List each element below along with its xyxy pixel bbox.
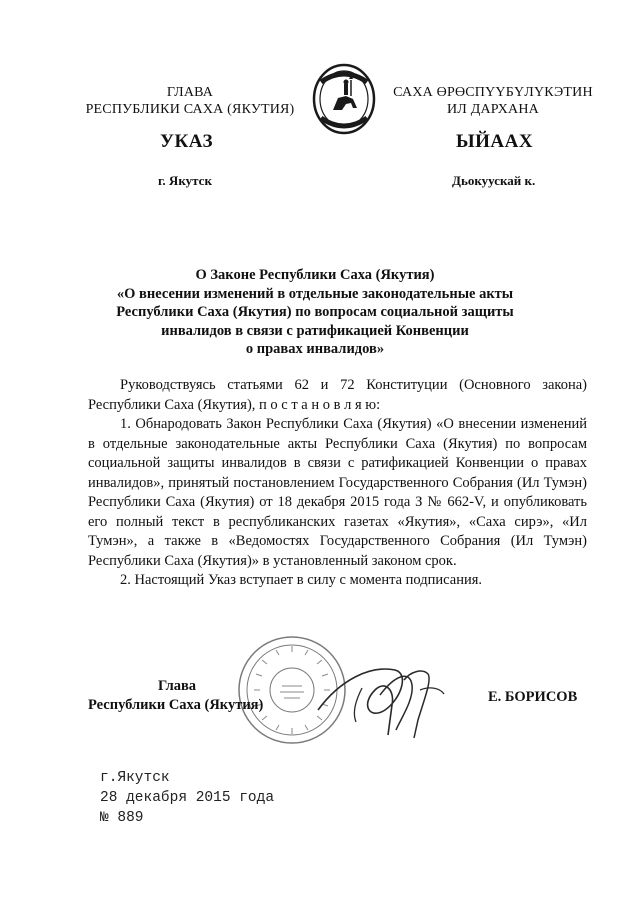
document-body [88, 376, 587, 591]
handwritten-signature [300, 650, 450, 745]
item-2-paragraph: 2. Настоящий Указ вступает в силу с момента подписания. [120, 572, 483, 588]
title-line: Республики Саха (Якутия) по вопросам социальной защиты [116, 304, 514, 320]
doc-type-right: ЫЙААХ [456, 131, 534, 152]
footer-city: г.Якутск [100, 770, 170, 786]
document-title [80, 266, 550, 359]
signature-position-line1: Глава [158, 678, 197, 694]
header-left-line1: ГЛАВА [166, 85, 214, 100]
title-line: инвалидов в связи с ратификацией Конвенции [161, 322, 469, 339]
footer-number: № 889 [100, 810, 144, 826]
header-left [70, 84, 310, 118]
title-line: «О внесении изменений в отдельные законодательные акты [116, 285, 514, 302]
footer-block [100, 768, 274, 828]
header-right-line2: ИЛ ДАРХАНА [446, 102, 539, 117]
signature-position [88, 677, 288, 715]
signatory-name: Е. БОРИСОВ [488, 689, 578, 705]
footer-date: 28 декабря 2015 года [100, 790, 275, 806]
title-line: о правах инвалидов» [245, 341, 385, 357]
city-right: Дьокуускай к. [452, 173, 536, 188]
header-right-line1: САХА ӨРӨСПҮҮБҮЛҮКЭТИН [393, 85, 593, 100]
header-right [384, 84, 602, 118]
doc-type-left: УКАЗ [160, 131, 213, 152]
coat-of-arms-icon [311, 62, 377, 138]
city-left: г. Якутск [158, 173, 212, 188]
item-1-paragraph: 1. Обнародовать Закон Республики Саха (Якутия) «О внесении изменений в отдельные законодательные акты Республики Саха (Якутия) по вопросам социальной защиты инвалидов в связи с ратификацией Конвенции о правах инвалидов», принятый постановлением Государственного Собрания (Ил Тумэн) Республики Саха (Якутия) от 18 декабря 2015 года З № 662-V, и опубликовать его полный текст в республиканских газетах «Якутия», «Саха сирэ», «Ил Тумэн», а также в «Ведомостях Государственного Собрания (Ил Тумэн) Республики Саха (Якутия)» в установленный законом срок. [88, 416, 587, 569]
preamble-paragraph: Руководствуясь статьями 62 и 72 Конституции (Основного закона) Республики Саха (Якутия), п о с т а н о в л я ю: [88, 377, 587, 413]
title-line: О Законе Республики Саха (Якутия) [195, 267, 435, 283]
signature-position-line2: Республики Саха (Якутия) [88, 697, 264, 713]
header-left-line2: РЕСПУБЛИКИ САХА (ЯКУТИЯ) [85, 102, 295, 117]
